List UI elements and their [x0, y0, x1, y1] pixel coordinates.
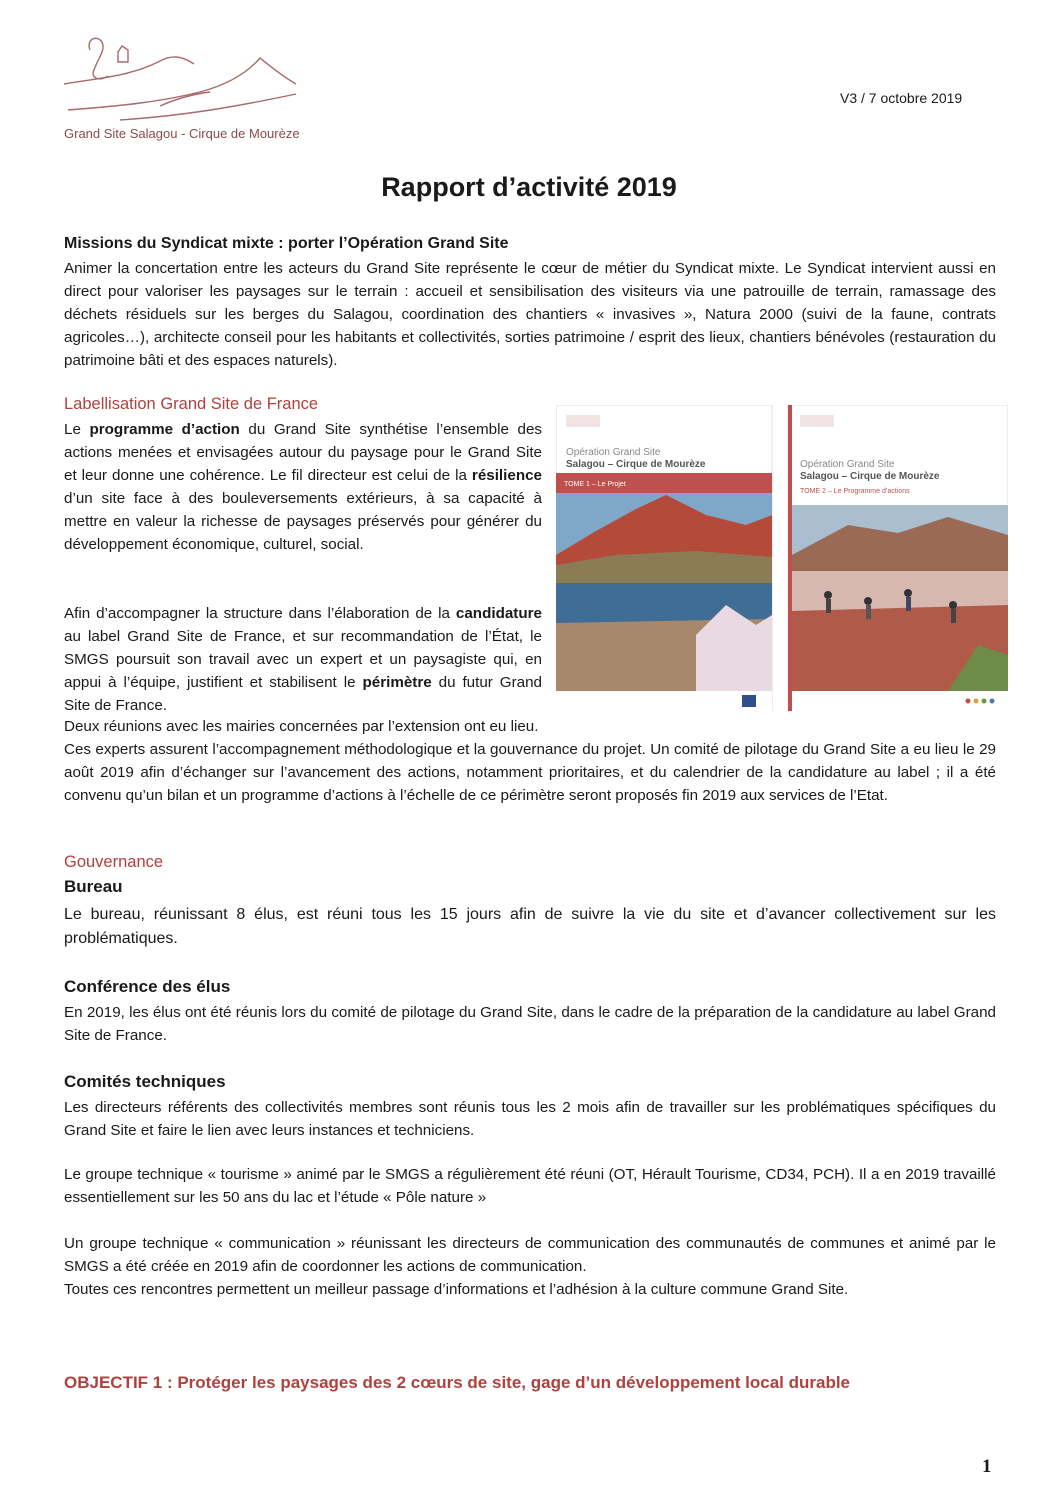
- emphasis-perimetre: périmètre: [362, 674, 432, 691]
- emphasis-programme: programme d’action: [89, 421, 240, 438]
- labellisation-paragraph-1: [64, 418, 542, 556]
- page-number: 1: [982, 1456, 992, 1477]
- comites-text-3: Un groupe technique « communication » réunissant les directeurs de communication des communautés de communes et animé par le SMGS a été créée en 2019 afin de coordonner les actions de communication.: [64, 1235, 996, 1275]
- labellisation-heading: Labellisation Grand Site de France: [64, 395, 319, 413]
- text-fragment: au label Grand Site de France, et sur recommandation de l’État, le SMGS poursuit son travail avec un expert et un paysagiste qui, en appui à l’équipe, justifient et stabilisent le: [64, 628, 542, 691]
- emphasis-candidature: candidature: [455, 605, 542, 622]
- cover1-title: Opération Grand Site: [566, 447, 661, 458]
- comites-text-1: Les directeurs référents des collectivités membres sont réunis tous les 2 mois afin de travailler sur les problématiques spécifiques du Grand Site et faire le lien avec leurs instances et techniciens.: [64, 1099, 996, 1139]
- conference-heading: Conférence des élus: [64, 977, 231, 996]
- text-fragment: Le: [64, 421, 90, 438]
- logo-caption: Grand Site Salagou - Cirque de Mourèze: [64, 126, 300, 141]
- labellisation-paragraph-2: [64, 602, 542, 717]
- emphasis-resilience: résilience: [471, 467, 542, 484]
- cover-tome-2: [788, 405, 1008, 711]
- cover1-subtitle: Salagou – Cirque de Mourèze: [566, 459, 706, 470]
- version-date: V3 / 7 octobre 2019: [840, 90, 963, 106]
- labellisation-paragraph-3: Deux réunions avec les mairies concernées par l’extension ont eu lieu.: [64, 718, 539, 735]
- comites-heading: Comités techniques: [64, 1072, 226, 1091]
- conference-text: En 2019, les élus ont été réunis lors du comité de pilotage du Grand Site, dans le cadre de la préparation de la candidature au label Grand Site de France.: [64, 1004, 996, 1044]
- bureau-heading: Bureau: [64, 877, 123, 896]
- missions-text: Animer la concertation entre les acteurs du Grand Site représente le cœur de métier du Syndicat mixte. Le Syndicat intervient aussi en direct pour valoriser les paysages sur le terrain : accueil et sensibilisation des visiteurs via une patrouille de terrain, ramassage des déchets résiduels sur les berges du Salagou, coordination des chantiers « invasives », Natura 2000 (suivi de la faune, contrats agricoles…), architecte conseil pour les habitants et collectivités, sorties patrimoine / esprit des lieux, chantiers bénévoles (restauration du patrimoine bâti et des espaces naturels).: [64, 260, 996, 369]
- cover1-band: TOME 1 – Le Projet: [564, 481, 626, 488]
- labellisation-paragraph-4: Ces experts assurent l’accompagnement méthodologique et la gouvernance du projet. Un comité de pilotage du Grand Site a eu lieu le 29 août 2019 afin d’échanger sur l’avancement des actions, notamment prioritaires, et du calendrier de la candidature au label ; il a été convenu qu’un bilan et un programme d’actions à l’échelle de ce périmètre seront proposés fin 2019 aux services de l’Etat.: [64, 741, 996, 804]
- cover-tome-1: [556, 405, 772, 711]
- report-covers-image: [556, 405, 1008, 711]
- text-fragment: Afin d’accompagner la structure dans l’élaboration de la: [64, 605, 456, 622]
- cover2-band: TOME 2 – Le Programme d’actions: [800, 488, 910, 495]
- text-fragment: du Grand Site synthétise l’ensemble des actions menées et envisagées autour du paysage pour le Grand Site et leur donne une cohérence. Le fil directeur est celui de la: [64, 421, 542, 484]
- bureau-text: Le bureau, réunissant 8 élus, est réuni tous les 15 jours afin de suivre la vie du site et d’avancer collectivement sur les problématiques.: [64, 906, 996, 947]
- missions-heading: Missions du Syndicat mixte : porter l’Opération Grand Site: [64, 235, 509, 252]
- comites-text-4: Toutes ces rencontres permettent un meilleur passage d’informations et l’adhésion à la culture commune Grand Site.: [64, 1281, 849, 1298]
- cover2-subtitle: Salagou – Cirque de Mourèze: [800, 471, 940, 482]
- objectif-heading: OBJECTIF 1 : Protéger les paysages des 2 cœurs de site, gage d’un développement local durable: [64, 1373, 851, 1392]
- gouvernance-heading: Gouvernance: [64, 853, 164, 871]
- text-fragment: d’un site face à des bouleversements extérieurs, à sa capacité à mettre en valeur la richesse de paysages préservés pour générer du développement économique, culturel, social.: [64, 490, 542, 553]
- cover2-title: Opération Grand Site: [800, 459, 895, 470]
- text-fragment: du futur Grand Site de France.: [64, 674, 542, 714]
- comites-text-2: Le groupe technique « tourisme » animé par le SMGS a régulièrement été réuni (OT, Hérault Tourisme, CD34, PCH). Il a en 2019 travaillé essentiellement sur les 50 ans du lac et l’étude « Pôle nature »: [64, 1166, 996, 1206]
- page-title: Rapport d’activité 2019: [381, 172, 677, 202]
